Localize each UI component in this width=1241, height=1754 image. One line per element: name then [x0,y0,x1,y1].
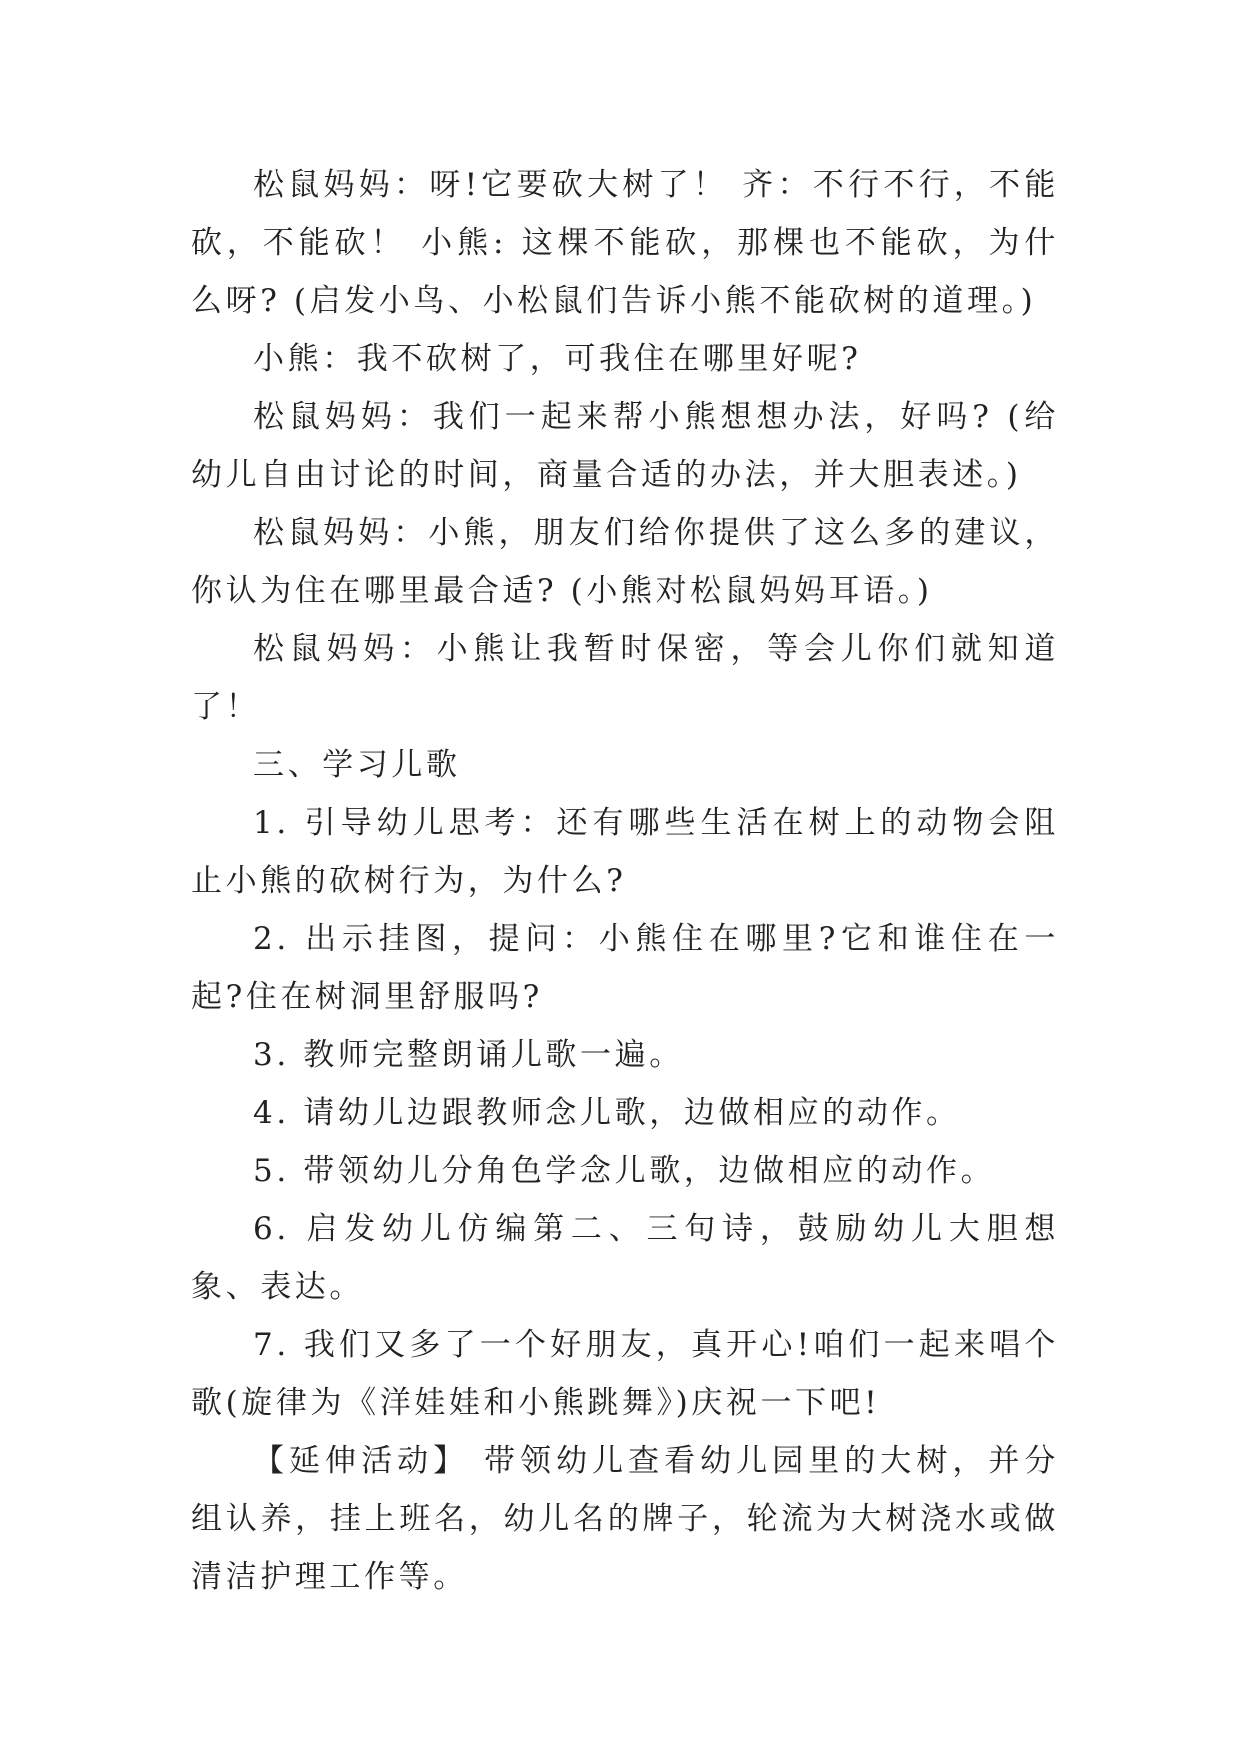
list-item-3: 3. 教师完整朗诵儿歌一遍。 [253,1037,684,1073]
document-body [191,156,1059,1606]
paragraph-squirrel-suggestions: 松鼠妈妈：小熊，朋友们给你提供了这么多的建议，你认为住在哪里最合适? (小熊对松鼠妈妈耳语。) [191,515,1059,609]
list-item-2: 2. 出示挂图，提问：小熊住在哪里?它和谁住在一起?住在树洞里舒服吗? [191,921,1059,1015]
list-item-7: 7. 我们又多了一个好朋友，真开心!咱们一起来唱个歌(旋律为《洋娃娃和小熊跳舞》)庆祝一下吧! [191,1327,1059,1421]
list-item-5: 5. 带领幼儿分角色学念儿歌，边做相应的动作。 [253,1153,996,1189]
section-heading-learn-song: 三、学习儿歌 [253,747,461,783]
paragraph-squirrel-secret: 松鼠妈妈：小熊让我暂时保密，等会儿你们就知道了！ [191,631,1059,725]
paragraph-dialogue-squirrel-cut-tree: 松鼠妈妈：呀!它要砍大树了！ 齐：不行不行，不能砍，不能砍！ 小熊: 这棵不能砍，那棵也不能砍，为什么呀? (启发小鸟、小松鼠们告诉小熊不能砍树的道理。) [191,167,1059,319]
paragraph-bear-where-to-live: 小熊：我不砍树了，可我住在哪里好呢? [253,341,862,377]
list-item-1: 1. 引导幼儿思考：还有哪些生活在树上的动物会阻止小熊的砍树行为，为什么? [191,805,1059,899]
list-item-6: 6. 启发幼儿仿编第二、三句诗，鼓励幼儿大胆想象、表达。 [191,1211,1059,1305]
list-item-4: 4. 请幼儿边跟教师念儿歌，边做相应的动作。 [253,1095,961,1131]
paragraph-extension-activity: 【延伸活动】 带领幼儿查看幼儿园里的大树，并分组认养，挂上班名，幼儿名的牌子，轮流为大树浇水或做清洁护理工作等。 [191,1443,1059,1595]
paragraph-squirrel-help-think: 松鼠妈妈：我们一起来帮小熊想想办法，好吗? (给幼儿自由讨论的时间，商量合适的办法，并大胆表述。) [191,399,1059,493]
